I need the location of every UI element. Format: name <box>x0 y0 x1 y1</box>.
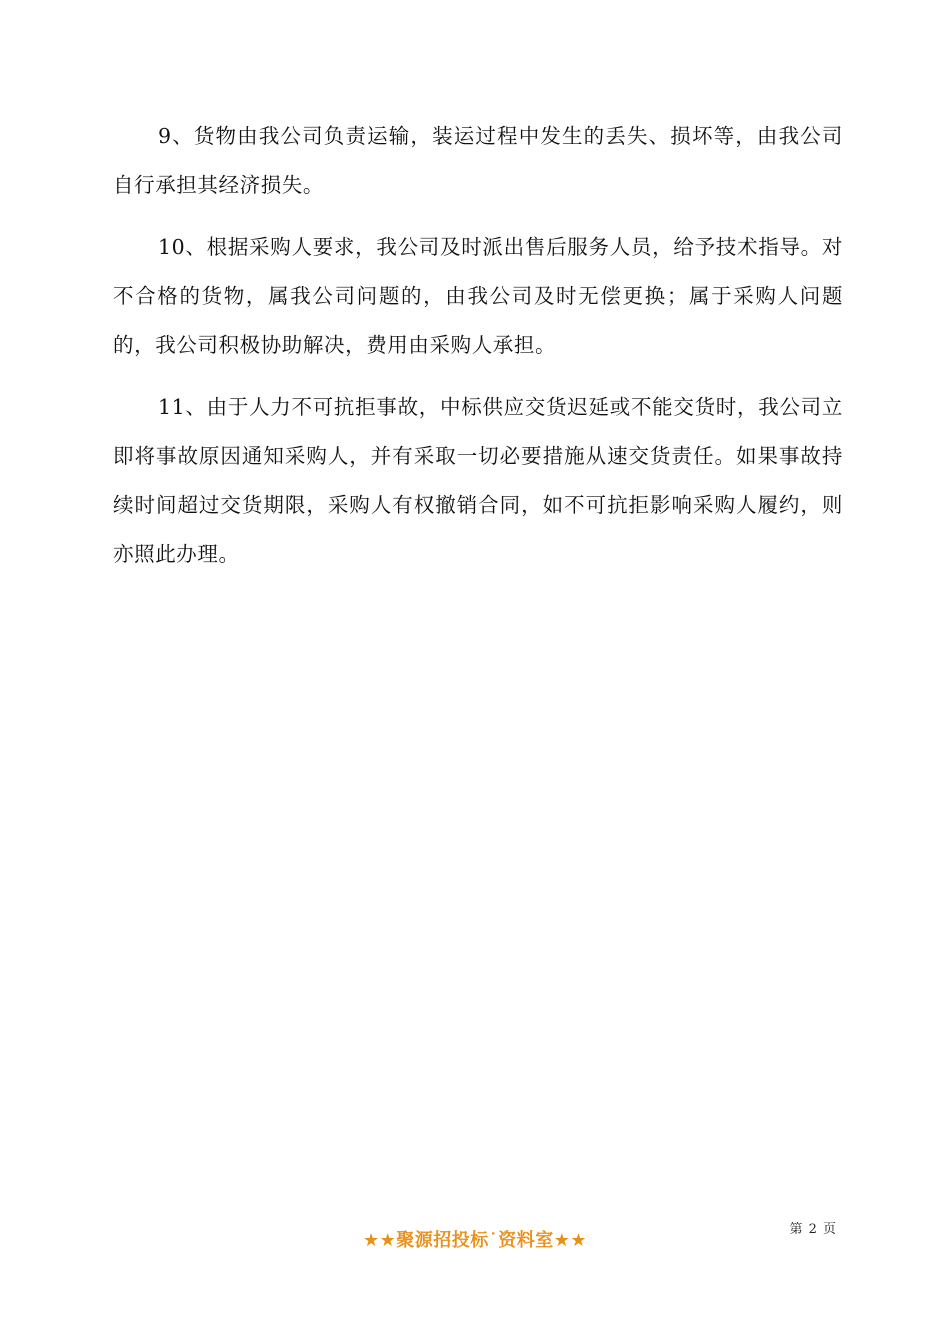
page-number: 第 2 页 <box>789 1222 837 1237</box>
paragraph-item-10: 10、根据采购人要求，我公司及时派出售后服务人员，给予技术指导。对不合格的货物，属我公司问题的，由我公司及时无偿更换；属于采购人问题的，我公司积极协助解决，费用由采购人承担。 <box>113 235 843 357</box>
footer-watermark: ★★聚源招投标˙资料室★★ <box>362 1230 588 1251</box>
paragraph-item-9: 9、货物由我公司负责运输，装运过程中发生的丢失、损坏等，由我公司自行承担其经济损失。 <box>113 124 843 197</box>
paragraph-item-11: 11、由于人力不可抗拒事故，中标供应交货迟延或不能交货时，我公司立即将事故原因通知采购人，并有采取一切必要措施从速交货责任。如果事故持续时间超过交货期限，采购人有权撤销合同，如不可抗拒影响采购人履约，则亦照此办理。 <box>113 395 843 566</box>
document-body <box>113 112 843 592</box>
